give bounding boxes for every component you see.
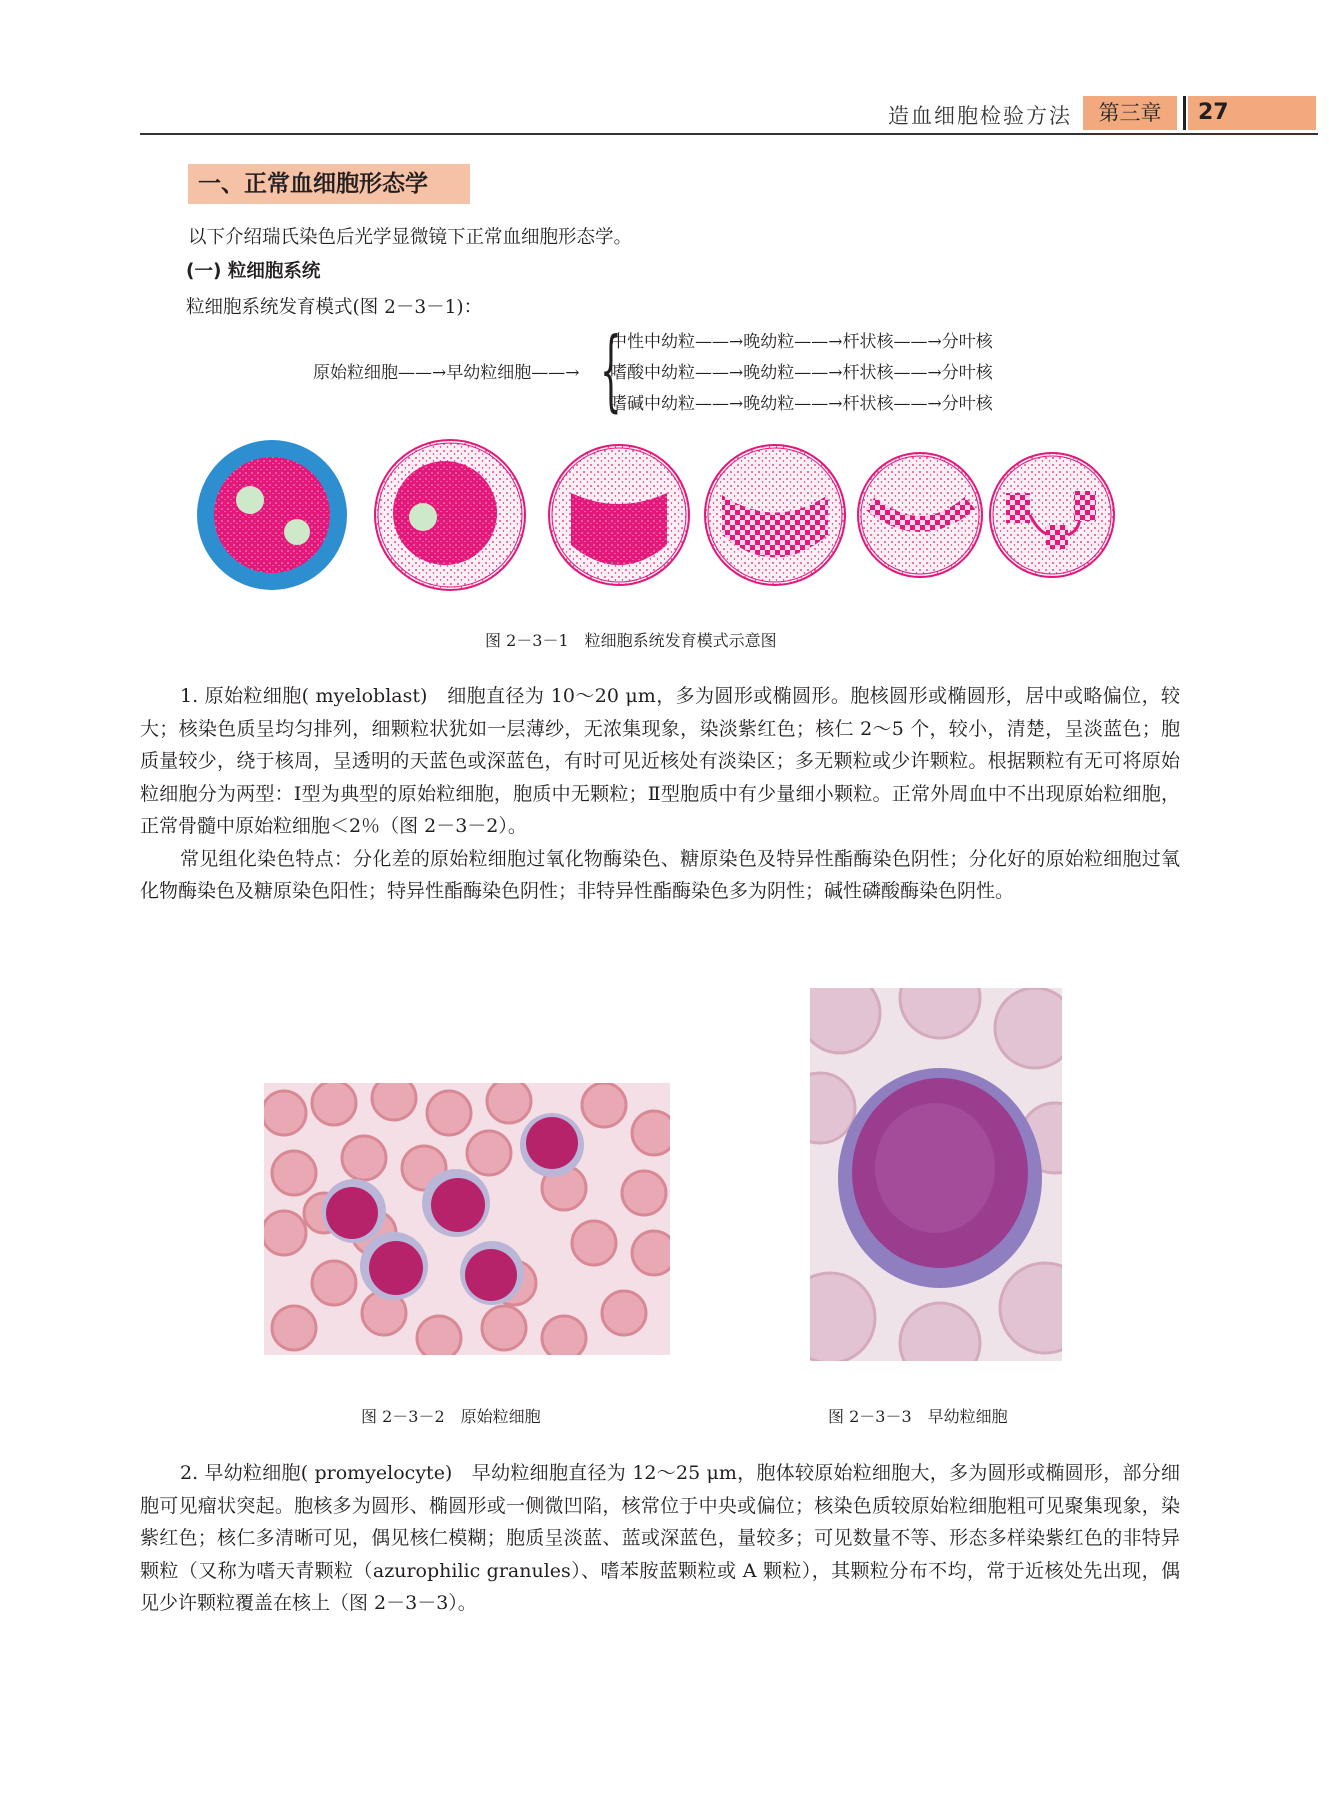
page-number: 27 [1188,96,1316,130]
granulocyte-development-diagram [190,435,1130,595]
paragraph-myeloblast: 1. 原始粒细胞( myeloblast) 细胞直径为 10～20 μm，多为圆形或椭圆形。胞核圆形或椭圆形，居中或略偏位，较大；核染色质呈均匀排列，细颗粒状犹如一层薄纱，无浓集现象，染淡紫红色；核仁 2～5 个，较小，清楚，呈淡蓝色；胞质量较少，绕于核周，呈透明的天蓝色或深蓝色，有时可见近核处有淡染区；多无颗粒或少许颗粒。根据颗粒有无可将原始粒细胞分为两型：Ⅰ型为典型的原始粒细胞，胞质中无颗粒；Ⅱ型胞质中有少量细小颗粒。正常外周血中不出现原始粒细胞，正常骨髓中原始粒细胞＜2％（图 2－3－2）。 [140,685,1180,837]
flow-start: 原始粒细胞——→早幼粒细胞——→ [313,363,580,383]
cell-segmented [990,453,1114,577]
dev-pattern-label: 粒细胞系统发育模式(图 2－3－1)： [186,297,483,318]
paragraph-staining: 常见组化染色特点：分化差的原始粒细胞过氧化物酶染色、糖原染色及特异性酯酶染色阴性；分化好的原始粒细胞过氧化物酶染色及糖原染色阳性；特异性酯酶染色阴性；非特异性酯酶染色多为阴性；碱性磷酸酶染色阴性。 [140,847,1180,902]
header-separator [1183,96,1186,130]
intro-text: 以下介绍瑞氏染色后光学显微镜下正常血细胞形态学。 [188,227,633,248]
cell-promyelocyte [375,440,525,590]
photo-myeloblast [264,1083,670,1355]
running-header-title: 造血细胞检验方法 [888,104,1072,128]
cell-myeloblast [197,440,347,590]
flow-brace: { [600,319,622,424]
fig1-caption: 图 2－3－1 粒细胞系统发育模式示意图 [485,631,777,650]
paragraph-block-2 [140,1457,1180,1620]
photo-promyelocyte [810,988,1062,1361]
paragraph-block-1 [140,680,1180,908]
header-rule [140,133,1318,135]
flow-branch-eosinophil: 嗜酸中幼粒——→晚幼粒——→杆状核——→分叶核 [610,363,993,383]
flow-branch-basophil: 嗜碱中幼粒——→晚幼粒——→杆状核——→分叶核 [610,394,993,414]
cell-myelocyte [549,445,689,585]
cell-band [858,453,982,577]
flow-branch-neutrophil: 中性中幼粒——→晚幼粒——→杆状核——→分叶核 [610,332,993,352]
fig2-caption: 图 2－3－2 原始粒细胞 [361,1407,541,1426]
paragraph-promyelocyte: 2. 早幼粒细胞( promyelocyte) 早幼粒细胞直径为 12～25 μm，胞体较原始粒细胞大，多为圆形或椭圆形，部分细胞可见瘤状突起。胞核多为圆形、椭圆形或一侧微凹陷，核常位于中央或偏位；核染色质较原始粒细胞粗可见聚集现象，染紫红色；核仁多清晰可见，偶见核仁模糊；胞质呈淡蓝、蓝或深蓝色，量较多；可见数量不等、形态多样染紫红色的非特异颗粒（又称为嗜天青颗粒（azurophilic granules）、嗜苯胺蓝颗粒或 A 颗粒），其颗粒分布不均，常于近核处先出现，偶见少许颗粒覆盖在核上（图 2－3－3）。 [140,1462,1180,1614]
fig3-caption: 图 2－3－3 早幼粒细胞 [828,1407,1008,1426]
chapter-tab: 第三章 [1083,96,1177,130]
subsection-heading: (一) 粒细胞系统 [186,261,321,282]
cell-metamyelocyte [705,445,845,585]
section-title: 一、正常血细胞形态学 [188,164,470,204]
